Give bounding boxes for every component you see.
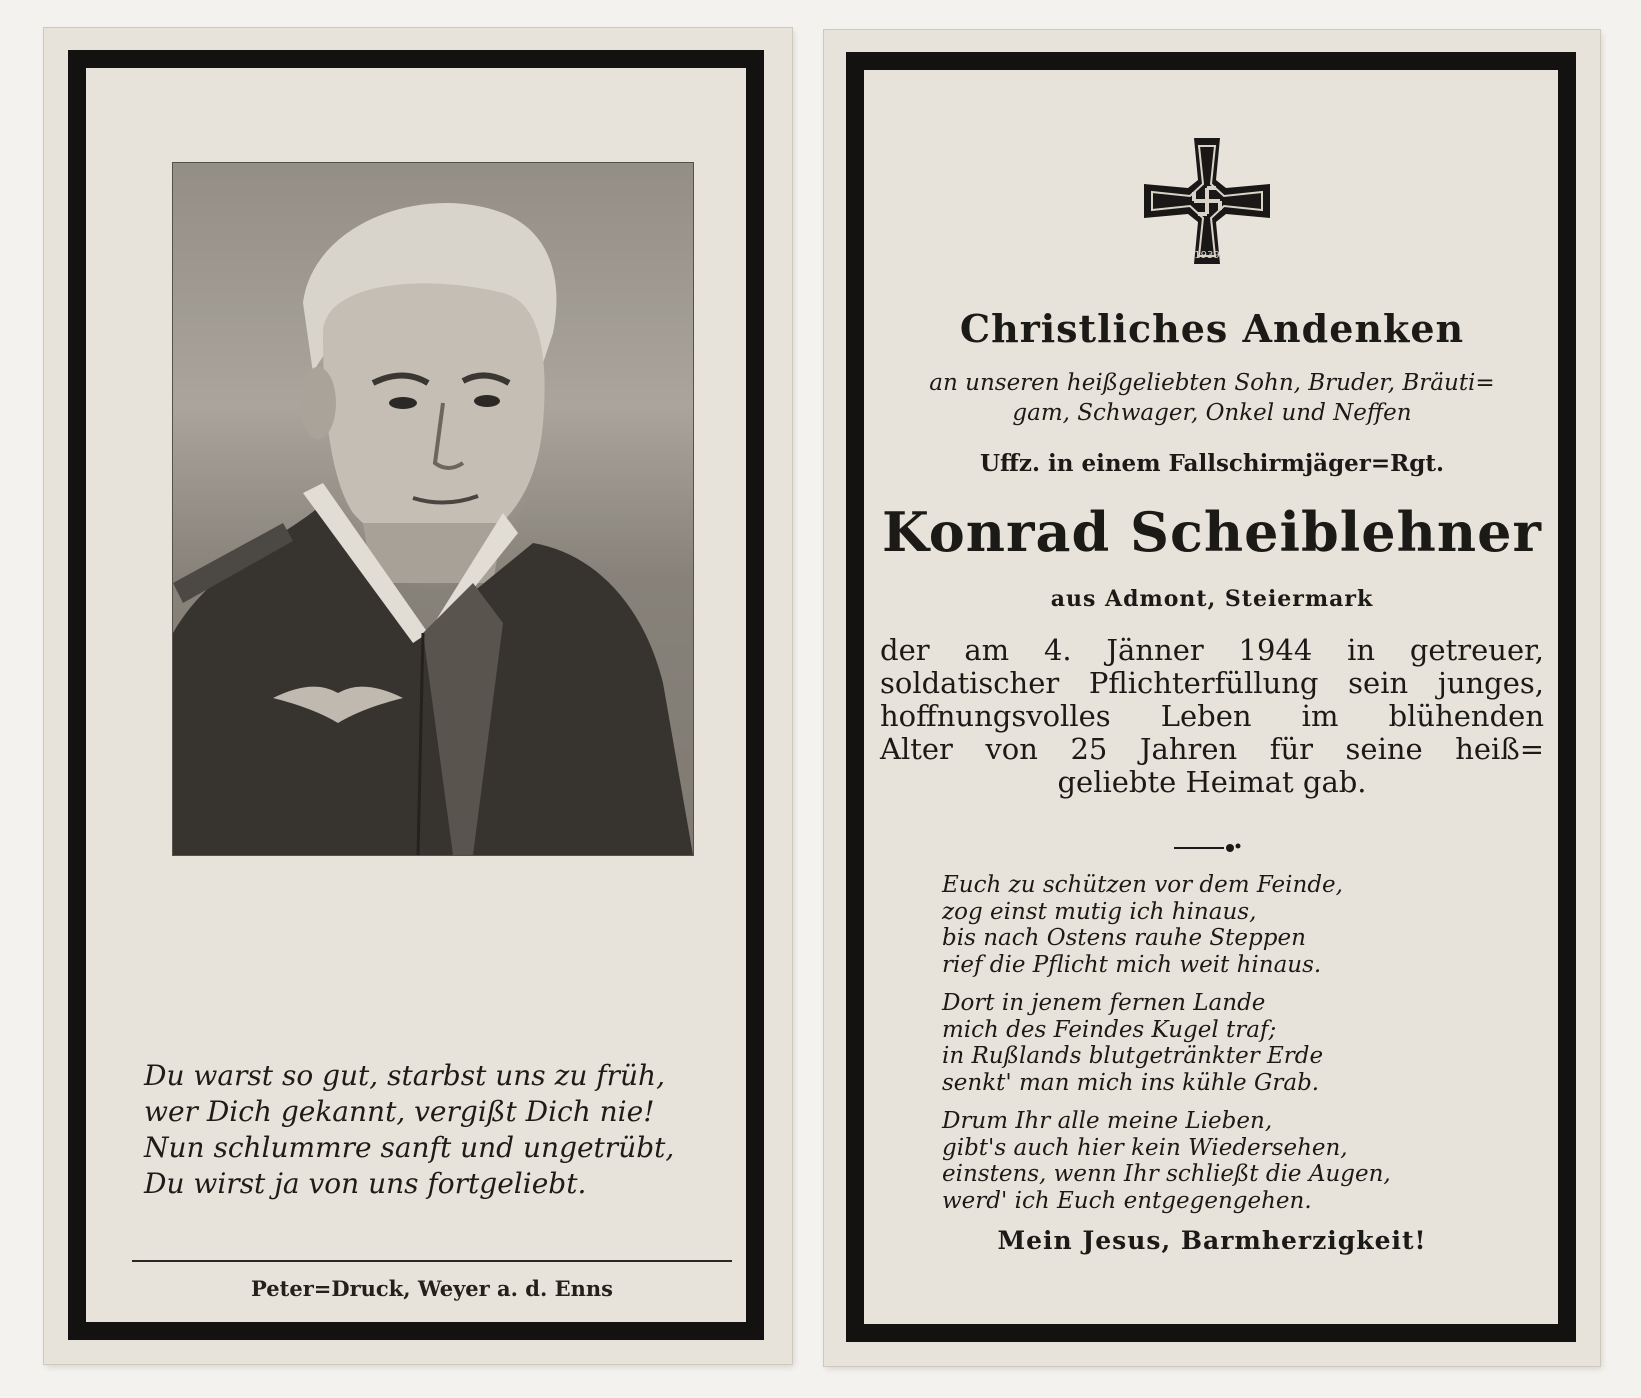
- verse-line: Du warst so gut, starbst uns zu früh,: [144, 1059, 665, 1092]
- cross-year: 1939: [1194, 250, 1220, 261]
- poem-line: bis nach Ostens rauhe Steppen: [942, 925, 1306, 951]
- poem-stanza: [942, 1108, 1502, 1214]
- obituary-line: Alter von 25 Jahren für seine heiß=: [880, 732, 1544, 766]
- deceased-name: Konrad Scheiblehner: [882, 500, 1542, 564]
- poem-line: in Rußlands blutgetränkter Erde: [942, 1043, 1324, 1069]
- printer-imprint: Peter=Druck, Weyer a. d. Enns: [251, 1276, 613, 1301]
- dedication-line: gam, Schwager, Onkel und Neffen: [1012, 400, 1412, 426]
- portrait-illustration: [173, 163, 693, 855]
- obituary-line: hoffnungsvolles Leben im blühenden: [880, 699, 1544, 733]
- poem-line: einstens, wenn Ihr schließt die Augen,: [942, 1161, 1391, 1187]
- poem-stanza: [942, 872, 1502, 978]
- left-memorial-verse: [144, 1058, 724, 1202]
- poem-line: Dort in jenem fernen Lande: [942, 990, 1266, 1016]
- obituary-line: soldatischer Pflichterfüllung sein junges,: [880, 666, 1544, 700]
- hometown: aus Admont, Steiermark: [1050, 586, 1374, 612]
- obituary-line: geliebte Heimat gab.: [1057, 765, 1367, 799]
- poem-line: zog einst mutig ich hinaus,: [942, 898, 1257, 925]
- poem-line: gibt's auch hier kein Wiedersehen,: [942, 1134, 1348, 1161]
- obituary-text: [880, 634, 1544, 799]
- verse-line: Nun schlummre sanft und ungetrübt,: [144, 1131, 675, 1164]
- iron-cross-icon: [1142, 136, 1272, 266]
- poem-line: senkt' man mich ins kühle Grab.: [942, 1069, 1320, 1096]
- closing-prayer: Mein Jesus, Barmherzigkeit!: [997, 1226, 1427, 1255]
- poem-line: Drum Ihr alle meine Lieben,: [942, 1108, 1273, 1134]
- left-card-panel: [44, 28, 792, 1364]
- imprint-divider: [132, 1260, 732, 1262]
- poem-line: rief die Pflicht mich weit hinaus.: [942, 951, 1322, 978]
- verse-line: Du wirst ja von uns fortgeliebt.: [144, 1167, 587, 1200]
- poem-line: mich des Feindes Kugel traf;: [942, 1016, 1277, 1043]
- verse-line: wer Dich gekannt, vergißt Dich nie!: [144, 1095, 655, 1128]
- ornament-divider-icon: [1172, 840, 1242, 856]
- soldier-portrait-photo: [172, 162, 694, 856]
- right-card-panel: [824, 30, 1600, 1366]
- poem-line: werd' ich Euch entgegengehen.: [942, 1187, 1312, 1214]
- dedication-line: an unseren heißgeliebten Sohn, Bruder, Bräuti=: [929, 370, 1495, 396]
- rank-and-unit: Uffz. in einem Fallschirmjäger=Rgt.: [979, 450, 1445, 477]
- poem-stanza: [942, 990, 1502, 1096]
- poem-line: Euch zu schützen vor dem Feinde,: [942, 872, 1343, 898]
- obituary-line: der am 4. Jänner 1944 in getreuer,: [880, 633, 1544, 667]
- memorial-title: Christliches Andenken: [959, 306, 1465, 351]
